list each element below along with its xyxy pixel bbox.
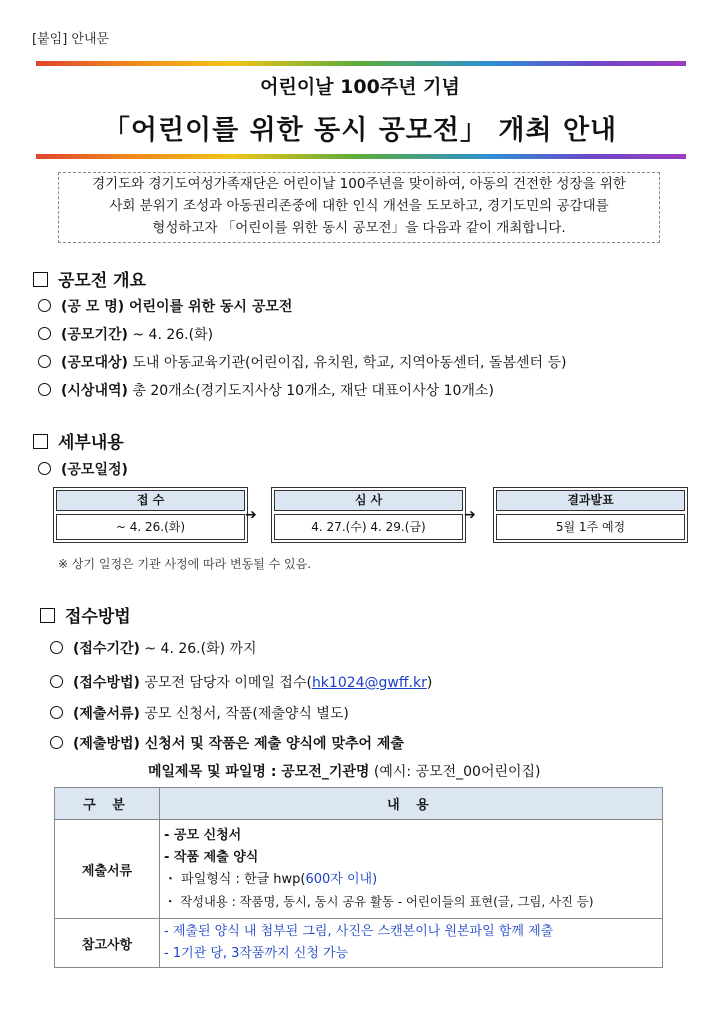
schedule-box-receipt [53,487,248,543]
row-label: 제출서류 [55,820,160,919]
table-header: 내 용 [160,788,663,820]
item-label: (접수방법) [73,675,140,691]
overview-item-name [38,296,292,316]
table-row [55,820,663,919]
schedule-body: 4. 27.(수) 4. 29.(금) [274,514,463,540]
submission-item-how [50,733,404,753]
item-label: (시상내역) [61,383,128,399]
schedule-body: ~ 4. 26.(화) [56,514,245,540]
item-label: (제출방법) [73,736,140,752]
content-line: - 1기관 당, 3작품까지 신청 가능 [164,946,349,961]
content-text-highlight: 600자 이내) [305,872,378,887]
row-content [160,919,663,968]
circle-bullet-icon [38,462,51,475]
item-text: ~ 4. 26.(화) 까지 [139,641,257,657]
item-label: (공 모 명) [61,299,125,315]
item-label: (제출서류) [73,706,140,722]
schedule-head: 접 수 [56,490,245,511]
content-text: ・ 파일형식 : 한글 hwp( [164,872,306,887]
arrow-right-icon: ➔ [245,507,257,523]
schedule-head: 결과발표 [496,490,685,511]
arrow-right-icon: ➔ [464,507,476,523]
page-title: 「어린이를 위한 동시 공모전」 개최 안내 [102,115,618,146]
mail-rule-bold: 메일제목 및 파일명 : 공모전_기관명 [148,764,370,780]
item-text: 신청서 및 작품은 제출 양식에 맞추어 제출 [139,736,404,752]
overview-item-awards [38,380,494,400]
content-line [164,869,658,891]
overview-item-period [38,324,213,344]
row-content [160,820,663,919]
circle-bullet-icon [50,736,63,749]
mail-rule-example: (예시: 공모전_00어린이집) [369,764,541,780]
submission-table [54,787,663,968]
title-line-1: 어린이날 100주년 기념 [260,76,460,98]
schedule-subheading [38,459,128,479]
section-heading-text: 세부내용 [58,433,124,453]
intro-line: 사회 분위기 조성과 아동권리존중에 대한 인식 개선을 도모하고, 경기도민의 공감대를 [109,198,609,214]
circle-bullet-icon [50,641,63,654]
section-heading-text: 접수방법 [65,607,131,627]
item-label: (공모기간) [61,327,128,343]
mail-title-rule [148,761,541,781]
submission-item-method [50,672,432,692]
section-heading-details [33,428,124,453]
row-label: 참고사항 [55,919,160,968]
table-row [55,919,663,968]
content-line: ・ 작성내용 : 작품명, 동시, 동시 공유 활동 - 어린이들의 표현(글, 그림, 사진 등) [164,895,594,909]
content-line: - 공모 신청서 [164,828,242,843]
schedule-head: 심 사 [274,490,463,511]
intro-box [58,172,660,243]
top-rainbow-divider [36,61,686,66]
section-heading-submission [40,602,131,627]
schedule-box-review [271,487,466,543]
circle-bullet-icon [38,299,51,312]
schedule-box-result [493,487,688,543]
item-label: (공모일정) [61,462,128,478]
item-label: (공모대상) [61,355,128,371]
table-header-row [55,788,663,820]
item-text: 공모 신청서, 작품(제출양식 별도) [139,706,349,722]
schedule-body: 5월 1주 예정 [496,514,685,540]
checkbox-square-icon [33,434,48,449]
bottom-rainbow-divider [36,154,686,159]
schedule-note: ※ 상기 일정은 기관 사정에 따라 변동될 수 있음. [58,557,312,571]
section-heading-overview [33,266,146,291]
item-text: 공모전 담당자 이메일 접수( [139,675,312,691]
attachment-tag: [붙임] 안내문 [32,32,110,47]
item-label: (접수기간) [73,641,140,657]
intro-line: 형성하고자 「어린이를 위한 동시 공모전」을 다음과 같이 개최합니다. [152,220,566,236]
circle-bullet-icon [38,327,51,340]
item-text: 총 20개소(경기도지사상 10개소, 재단 대표이사상 10개소) [127,383,494,399]
content-line: - 작품 제출 양식 [164,850,259,865]
checkbox-square-icon [33,272,48,287]
section-heading-text: 공모전 개요 [58,271,147,291]
overview-item-target [38,352,566,372]
submission-item-documents [50,703,349,723]
circle-bullet-icon [50,675,63,688]
table-header: 구 분 [55,788,160,820]
item-text: 도내 아동교육기관(어린이집, 유치원, 학교, 지역아동센터, 돌봄센터 등) [127,355,567,371]
content-line: - 제출된 양식 내 첨부된 그림, 사진은 스캔본이나 원본파일 함께 제출 [164,924,554,939]
circle-bullet-icon [38,355,51,368]
circle-bullet-icon [50,706,63,719]
checkbox-square-icon [40,608,55,623]
intro-line: 경기도와 경기도여성가족재단은 어린이날 100주년을 맞이하여, 아동의 건전한 성장을 위한 [92,176,626,192]
submission-item-period [50,638,257,658]
circle-bullet-icon [38,383,51,396]
item-text: ~ 4. 26.(화) [127,327,214,343]
item-text: ) [426,675,433,691]
item-text: 어린이를 위한 동시 공모전 [124,299,293,315]
email-link[interactable]: hk1024@gwff.kr [311,675,427,691]
